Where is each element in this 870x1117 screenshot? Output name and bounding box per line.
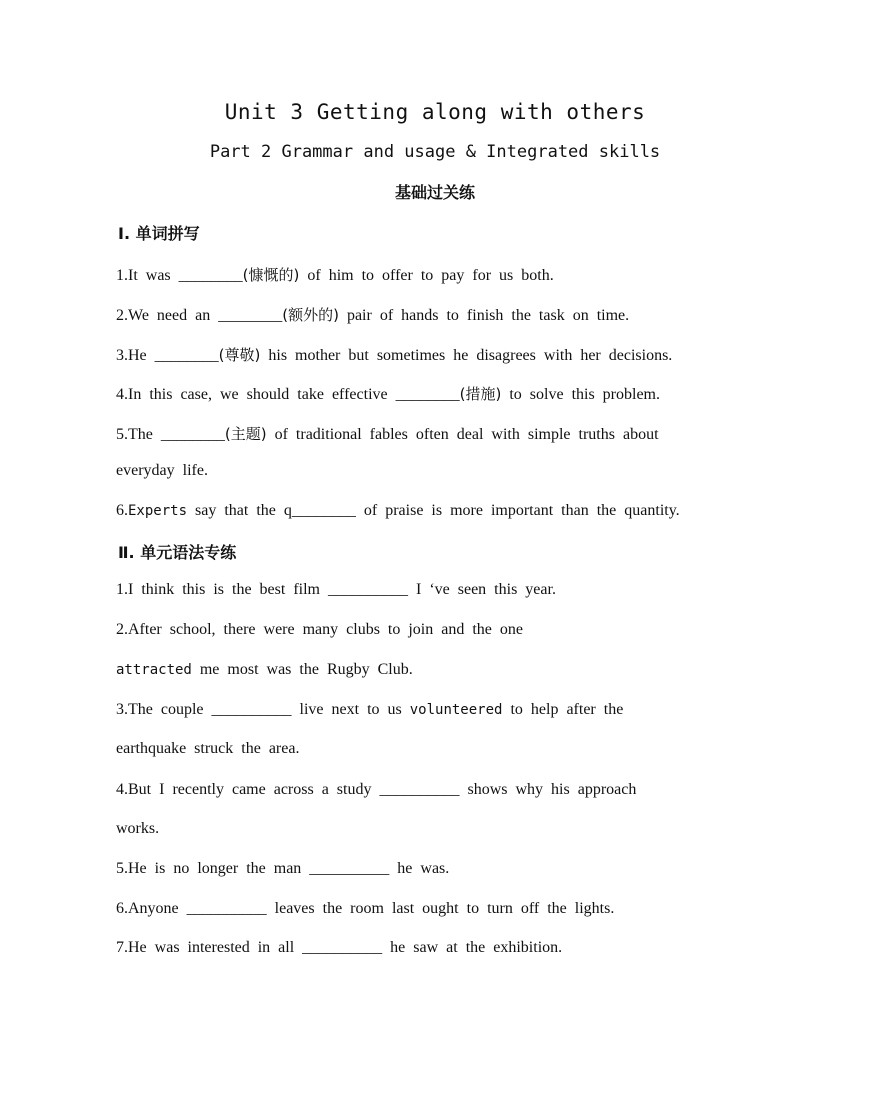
spelling-item-1 <box>116 264 554 285</box>
item-text: say that the q________ of praise is more important than the quantity. <box>187 502 680 519</box>
chinese-hint: (尊敬) <box>218 346 261 364</box>
chinese-hint: (慷慨的) <box>242 266 300 284</box>
grammar-line <box>116 820 159 838</box>
item-text: 5.The ________ <box>116 426 225 443</box>
section-heading-grammar: Ⅱ. 单元语法专练 <box>118 543 237 562</box>
item-text: 1.I think this is the best film __________ I ‘ve seen this year. <box>116 581 556 598</box>
item-text: of him to offer to pay for us both. <box>299 267 554 284</box>
spelling-item-4 <box>116 383 660 404</box>
grammar-line <box>116 621 523 639</box>
grammar-line <box>116 740 299 758</box>
level-heading: 基础过关练 <box>394 183 475 202</box>
grammar-line <box>116 860 449 878</box>
item-text: his mother but sometimes he disagrees with her decisions. <box>260 347 673 364</box>
grammar-line <box>116 701 623 719</box>
item-text: 1.It was ________ <box>116 267 243 284</box>
grammar-line <box>116 939 562 957</box>
item-text: 4.But I recently came across a study __________ shows why his approach <box>116 781 637 798</box>
item-text: volunteered <box>409 702 503 718</box>
spelling-item-3 <box>116 344 672 365</box>
item-text: pair of hands to finish the task on time. <box>338 307 630 324</box>
item-text: Experts <box>128 503 188 519</box>
item-text: everyday life. <box>116 462 208 479</box>
item-text: to solve this problem. <box>501 386 660 403</box>
grammar-line <box>116 781 636 799</box>
item-text: to help after the <box>502 701 624 718</box>
item-text: 3.The couple __________ live next to us <box>116 701 410 718</box>
spelling-item-6 <box>116 502 680 520</box>
item-text: 3.He ________ <box>116 347 219 364</box>
item-text: 5.He is no longer the man __________ he was. <box>116 860 450 877</box>
item-text: attracted <box>116 662 192 678</box>
item-text: me most was the Rugby Club. <box>191 661 413 678</box>
chinese-hint: (额外的) <box>282 306 339 324</box>
page-subtitle: Part 2 Grammar and usage & Integrated skills <box>209 142 661 162</box>
spelling-item-5 <box>116 423 659 444</box>
spelling-item-5-cont <box>116 462 208 480</box>
item-text: 2.We need an ________ <box>116 307 283 324</box>
spelling-item-2 <box>116 304 629 325</box>
grammar-line <box>116 661 413 679</box>
item-text: 7.He was interested in all __________ he saw at the exhibition. <box>116 939 563 956</box>
item-text: 6.Anyone __________ leaves the room last ought to turn off the lights. <box>116 900 615 917</box>
chinese-hint: (措施) <box>459 385 502 403</box>
item-text: 4.In this case, we should take effective ________ <box>116 386 460 403</box>
item-text: works. <box>116 820 160 837</box>
section-heading-spelling: Ⅰ. 单词拼写 <box>118 224 200 243</box>
grammar-line <box>116 581 556 599</box>
page-title: Unit 3 Getting along with others <box>224 100 646 124</box>
item-text: of traditional fables often deal with simple truths about <box>266 426 659 443</box>
chinese-hint: (主题) <box>224 425 267 443</box>
item-text: earthquake struck the area. <box>116 740 300 757</box>
item-text: 2.After school, there were many clubs to join and the one <box>116 621 523 638</box>
grammar-line <box>116 900 614 918</box>
item-text: 6. <box>116 502 128 519</box>
